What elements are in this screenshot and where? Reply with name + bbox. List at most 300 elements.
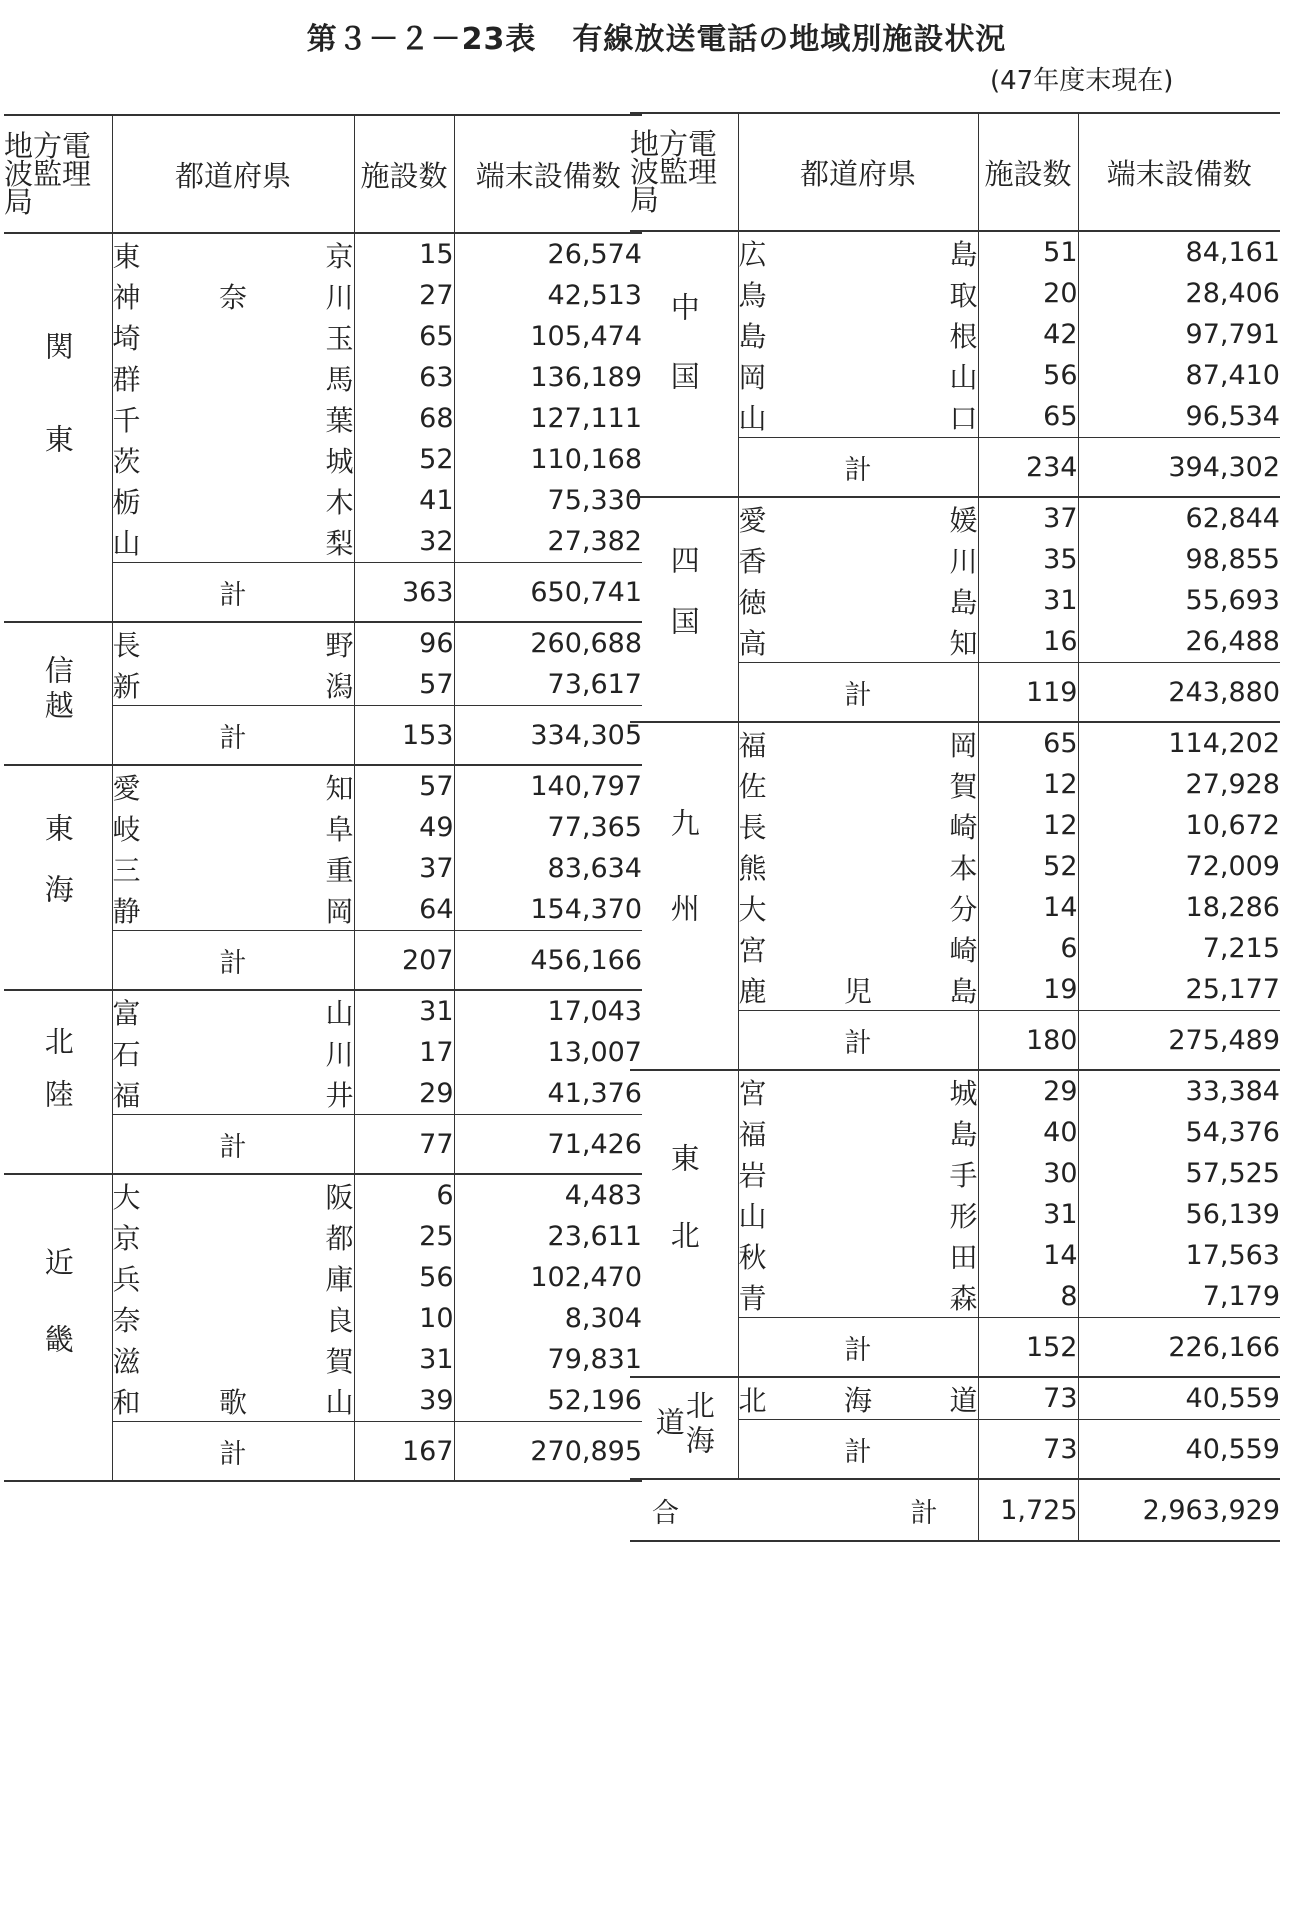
subtotal-label: 計 (738, 1420, 978, 1480)
subtotal-terminals: 243,880 (1078, 663, 1280, 723)
terminals-cell: 57,525 (1185, 1158, 1280, 1189)
subtotal-terminals: 40,559 (1078, 1420, 1280, 1480)
prefecture-cell (112, 848, 354, 889)
facilities-cell: 57 (354, 765, 454, 807)
terminals-cell: 114,202 (1168, 728, 1280, 759)
prefecture-char: 岐 (112, 812, 141, 846)
subtotal-facilities: 153 (354, 706, 454, 766)
subtotal-label: 計 (738, 1011, 978, 1071)
prefecture-name (113, 767, 354, 807)
prefecture-name (739, 847, 978, 887)
prefecture-char: 庫 (325, 1262, 354, 1296)
prefecture-char: 岡 (949, 728, 978, 762)
prefecture-cell (738, 764, 978, 805)
prefecture-name (113, 1176, 354, 1216)
prefecture-char: 手 (949, 1158, 978, 1192)
prefecture-char: 山 (112, 526, 141, 560)
prefecture-char: 兵 (112, 1262, 141, 1296)
prefecture-char: 児 (843, 974, 872, 1008)
facilities-cell: 31 (978, 1194, 1078, 1235)
facilities-cell: 35 (978, 539, 1078, 580)
prefecture-char: 福 (738, 728, 767, 762)
facilities-cell: 15 (354, 233, 454, 275)
bureau-name: 九州 (666, 807, 701, 978)
prefecture-name (739, 315, 978, 355)
prefecture-char: 大 (112, 1180, 141, 1214)
prefecture-name (739, 1277, 978, 1317)
prefecture-name (739, 1113, 978, 1153)
prefecture-name (113, 1217, 354, 1257)
terminals-header: 端末設備数 (454, 115, 642, 233)
terminals-cell: 73,617 (547, 669, 642, 700)
terminals-cell: 27,382 (547, 526, 642, 557)
prefecture-name (113, 849, 354, 889)
prefecture-char: 崎 (949, 810, 978, 844)
prefecture-char: 静 (112, 894, 141, 928)
prefecture-char: 島 (738, 319, 767, 353)
prefecture-char: 和 (112, 1385, 141, 1419)
prefecture-name (113, 1258, 354, 1298)
prefecture-name (739, 397, 978, 437)
facilities-cell: 27 (354, 275, 454, 316)
subtotal-facilities: 167 (354, 1422, 454, 1482)
terminals-cell: 154,370 (530, 894, 642, 925)
header-row (4, 115, 642, 233)
facilities-cell: 19 (978, 969, 1078, 1011)
prefecture-name (739, 581, 978, 621)
prefecture-char: 高 (738, 626, 767, 660)
prefecture-char: 北 (738, 1383, 767, 1417)
prefecture-name (113, 624, 354, 664)
terminals-cell: 13,007 (547, 1037, 642, 1068)
prefecture-name (113, 399, 354, 439)
prefecture-name (113, 992, 354, 1032)
prefecture-cell (738, 314, 978, 355)
bureau-cell (4, 765, 112, 990)
terminals-cell: 87,410 (1185, 360, 1280, 391)
prefecture-cell (112, 357, 354, 398)
terminals-cell: 17,043 (547, 996, 642, 1027)
facilities-cell: 31 (354, 1339, 454, 1380)
subtotal-facilities: 119 (978, 663, 1078, 723)
terminals-cell: 23,611 (547, 1221, 642, 1252)
table-row (630, 1070, 1280, 1112)
terminals-cell: 7,215 (1202, 933, 1280, 964)
prefecture-cell (112, 622, 354, 664)
prefecture-char: 島 (949, 237, 978, 271)
prefecture-char: 京 (325, 239, 354, 273)
terminals-cell: 8,304 (564, 1303, 642, 1334)
prefecture-char: 東 (112, 239, 141, 273)
terminals-cell: 62,844 (1185, 503, 1280, 534)
bureau-name: 中国 (666, 291, 701, 430)
grand-total-label-right: 計 (738, 1479, 978, 1541)
prefecture-char: 良 (325, 1303, 354, 1337)
terminals-cell: 40,559 (1185, 1383, 1280, 1414)
facilities-cell: 31 (354, 990, 454, 1032)
prefecture-char: 川 (325, 280, 354, 314)
prefecture-char: 賀 (325, 1344, 354, 1378)
prefecture-name (113, 276, 354, 316)
prefecture-name (739, 929, 978, 969)
prefecture-cell (738, 1194, 978, 1235)
prefecture-cell (112, 439, 354, 480)
terminals-cell: 83,634 (547, 853, 642, 884)
prefecture-cell (738, 1377, 978, 1420)
prefecture-char: 福 (112, 1078, 141, 1112)
facilities-cell: 12 (978, 764, 1078, 805)
prefecture-char: 青 (738, 1281, 767, 1315)
facilities-cell: 17 (354, 1032, 454, 1073)
facilities-cell: 56 (978, 355, 1078, 396)
terminals-cell: 97,791 (1185, 319, 1280, 350)
prefecture-cell (112, 233, 354, 275)
prefecture-cell (738, 1070, 978, 1112)
prefecture-char: 潟 (325, 669, 354, 703)
facilities-cell: 31 (978, 580, 1078, 621)
prefecture-cell (112, 1216, 354, 1257)
terminals-cell: 77,365 (547, 812, 642, 843)
prefecture-name (113, 890, 354, 930)
prefecture-char: 神 (112, 280, 141, 314)
prefecture-char: 野 (325, 628, 354, 662)
prefecture-char: 京 (112, 1221, 141, 1255)
facilities-cell: 32 (354, 521, 454, 563)
prefecture-char: 城 (325, 444, 354, 478)
terminals-cell: 75,330 (547, 485, 642, 516)
prefecture-cell (112, 889, 354, 931)
facilities-cell: 65 (978, 396, 1078, 438)
bureau-name: 信越 (40, 655, 75, 725)
header-row (630, 113, 1280, 231)
subtotal-terminals: 394,302 (1078, 438, 1280, 498)
prefecture-name (113, 440, 354, 480)
facilities-cell: 42 (978, 314, 1078, 355)
prefecture-cell (738, 539, 978, 580)
table-row (4, 233, 642, 275)
prefecture-name (739, 499, 978, 539)
subtotal-label: 計 (738, 1318, 978, 1378)
terminals-cell: 102,470 (530, 1262, 642, 1293)
prefecture-cell (738, 231, 978, 273)
terminals-cell: 17,563 (1185, 1240, 1280, 1271)
prefecture-name (113, 1033, 354, 1073)
prefecture-cell (112, 1032, 354, 1073)
bureau-cell (630, 1377, 738, 1479)
facilities-cell: 29 (354, 1073, 454, 1115)
prefecture-char: 阪 (325, 1180, 354, 1214)
subtotal-terminals: 270,895 (454, 1422, 642, 1482)
prefecture-char: 鳥 (738, 278, 767, 312)
table-row (4, 1174, 642, 1216)
prefecture-cell (738, 273, 978, 314)
prefecture-cell (738, 722, 978, 764)
terminals-cell: 260,688 (530, 628, 642, 659)
terminals-cell: 4,483 (564, 1180, 642, 1211)
prefecture-name (739, 765, 978, 805)
subtotal-facilities: 363 (354, 563, 454, 623)
prefecture-name (113, 665, 354, 705)
prefecture-cell (738, 1112, 978, 1153)
prefecture-char: 崎 (949, 933, 978, 967)
prefecture-cell (112, 1298, 354, 1339)
facilities-cell: 14 (978, 1235, 1078, 1276)
prefecture-name (113, 1340, 354, 1380)
prefecture-char: 秋 (738, 1240, 767, 1274)
table-row (4, 765, 642, 807)
prefecture-cell (738, 887, 978, 928)
bureau-cell (4, 233, 112, 622)
prefecture-char: 城 (949, 1076, 978, 1110)
prefecture-cell (112, 807, 354, 848)
prefecture-char: 山 (738, 1199, 767, 1233)
prefecture-cell (112, 521, 354, 563)
prefecture-char: 田 (949, 1240, 978, 1274)
subtotal-label: 計 (738, 438, 978, 498)
terminals-cell: 42,513 (547, 280, 642, 311)
prefecture-char: 玉 (325, 321, 354, 355)
subtotal-terminals: 456,166 (454, 931, 642, 991)
facilities-cell: 65 (354, 316, 454, 357)
prefecture-char: 梨 (325, 526, 354, 560)
subtotal-label: 計 (112, 563, 354, 623)
table-row (4, 990, 642, 1032)
bureau-header: 地方電波監理局 (630, 113, 738, 231)
prefecture-char: 口 (949, 401, 978, 435)
terminals-cell: 7,179 (1202, 1281, 1280, 1312)
prefecture-name (113, 358, 354, 398)
subtotal-facilities: 180 (978, 1011, 1078, 1071)
prefecture-char: 石 (112, 1037, 141, 1071)
facilities-cell: 39 (354, 1380, 454, 1422)
terminals-cell: 25,177 (1185, 974, 1280, 1005)
facilities-header: 施設数 (354, 115, 454, 233)
prefecture-char: 根 (949, 319, 978, 353)
prefecture-char: 島 (949, 585, 978, 619)
prefecture-char: 山 (949, 360, 978, 394)
subtotal-label: 計 (112, 931, 354, 991)
bureau-name: 北海道 (651, 1389, 716, 1460)
prefecture-name (739, 724, 978, 764)
prefecture-char: 形 (949, 1199, 978, 1233)
terminals-cell: 28,406 (1185, 278, 1280, 309)
bureau-cell (630, 1070, 738, 1377)
as-of-note: (47年度末現在) (990, 66, 1174, 96)
prefecture-cell (112, 664, 354, 706)
table-caption: 有線放送電話の地域別施設状況 (572, 22, 1007, 57)
facilities-cell: 73 (978, 1377, 1078, 1420)
subtotal-label: 計 (738, 663, 978, 723)
prefecture-char: 富 (112, 996, 141, 1030)
terminals-header: 端末設備数 (1078, 113, 1280, 231)
bureau-cell (630, 497, 738, 722)
terminals-cell: 110,168 (530, 444, 642, 475)
prefecture-char: 山 (325, 1385, 354, 1419)
table-row (630, 231, 1280, 273)
prefecture-name (739, 806, 978, 846)
bureau-cell (4, 990, 112, 1174)
prefecture-cell (112, 1073, 354, 1115)
facilities-cell: 37 (354, 848, 454, 889)
prefecture-char: 千 (112, 403, 141, 437)
left-table (4, 114, 642, 1482)
prefecture-char: 島 (949, 1117, 978, 1151)
subtotal-terminals: 275,489 (1078, 1011, 1280, 1071)
prefecture-header: 都道府県 (112, 115, 354, 233)
prefecture-char: 滋 (112, 1344, 141, 1378)
prefecture-name (739, 622, 978, 662)
terminals-cell: 105,474 (530, 321, 642, 352)
facilities-cell: 29 (978, 1070, 1078, 1112)
prefecture-char: 岩 (738, 1158, 767, 1192)
prefecture-cell (738, 1153, 978, 1194)
subtotal-terminals: 226,166 (1078, 1318, 1280, 1378)
prefecture-char: 島 (949, 974, 978, 1008)
prefecture-name (739, 274, 978, 314)
right-table (630, 112, 1280, 1542)
prefecture-char: 群 (112, 362, 141, 396)
prefecture-char: 佐 (738, 769, 767, 803)
facilities-cell: 40 (978, 1112, 1078, 1153)
prefecture-char: 岡 (325, 894, 354, 928)
prefecture-char: 葉 (325, 403, 354, 437)
bureau-cell (4, 622, 112, 765)
prefecture-cell (738, 805, 978, 846)
prefecture-cell (738, 580, 978, 621)
terminals-cell: 98,855 (1185, 544, 1280, 575)
prefecture-name (113, 808, 354, 848)
subtotal-terminals: 71,426 (454, 1115, 642, 1175)
facilities-cell: 41 (354, 480, 454, 521)
prefecture-cell (112, 1380, 354, 1422)
terminals-cell: 41,376 (547, 1078, 642, 1109)
prefecture-name (113, 1381, 354, 1421)
prefecture-char: 愛 (112, 771, 141, 805)
table-row (630, 497, 1280, 539)
terminals-cell: 140,797 (530, 771, 642, 802)
prefecture-char: 奈 (112, 1303, 141, 1337)
terminals-cell: 52,196 (547, 1385, 642, 1416)
prefecture-char: 広 (738, 237, 767, 271)
terminals-cell: 26,488 (1185, 626, 1280, 657)
facilities-cell: 12 (978, 805, 1078, 846)
prefecture-char: 歌 (218, 1385, 247, 1419)
prefecture-name (113, 1074, 354, 1114)
terminals-cell: 72,009 (1185, 851, 1280, 882)
facilities-cell: 37 (978, 497, 1078, 539)
prefecture-cell (112, 990, 354, 1032)
prefecture-cell (112, 1339, 354, 1380)
prefecture-cell (112, 1174, 354, 1216)
prefecture-name (739, 1154, 978, 1194)
prefecture-name (739, 1379, 978, 1419)
prefecture-char: 海 (843, 1383, 872, 1417)
prefecture-char: 長 (112, 628, 141, 662)
facilities-cell: 57 (354, 664, 454, 706)
grand-total-label-left: 合 (630, 1479, 738, 1541)
prefecture-char: 宮 (738, 933, 767, 967)
prefecture-char: 賀 (949, 769, 978, 803)
prefecture-name (739, 233, 978, 273)
prefecture-name (739, 1236, 978, 1276)
prefecture-char: 川 (325, 1037, 354, 1071)
facilities-cell: 63 (354, 357, 454, 398)
terminals-cell: 79,831 (547, 1344, 642, 1375)
bureau-name: 東海 (40, 813, 75, 935)
subtotal-label: 計 (112, 1115, 354, 1175)
prefecture-cell (112, 275, 354, 316)
terminals-cell: 84,161 (1185, 237, 1280, 268)
prefecture-cell (738, 497, 978, 539)
facilities-cell: 56 (354, 1257, 454, 1298)
prefecture-char: 媛 (949, 503, 978, 537)
prefecture-cell (738, 355, 978, 396)
prefecture-char: 宮 (738, 1076, 767, 1110)
prefecture-name (113, 481, 354, 521)
prefecture-char: 阜 (325, 812, 354, 846)
prefecture-cell (112, 316, 354, 357)
facilities-cell: 25 (354, 1216, 454, 1257)
table-title (0, 14, 1313, 58)
prefecture-char: 愛 (738, 503, 767, 537)
prefecture-cell (738, 396, 978, 438)
subtotal-facilities: 152 (978, 1318, 1078, 1378)
grand-total-row (630, 1479, 1280, 1541)
facilities-cell: 96 (354, 622, 454, 664)
facilities-cell: 65 (978, 722, 1078, 764)
prefecture-name (739, 540, 978, 580)
prefecture-char: 分 (949, 892, 978, 926)
facilities-cell: 68 (354, 398, 454, 439)
facilities-header: 施設数 (978, 113, 1078, 231)
prefecture-char: 徳 (738, 585, 767, 619)
prefecture-char: 新 (112, 669, 141, 703)
table-number: 第３－２－23表 (306, 22, 537, 57)
bureau-cell (630, 231, 738, 497)
bureau-name: 北陸 (40, 1025, 75, 1132)
prefecture-char: 山 (325, 996, 354, 1030)
prefecture-char: 川 (949, 544, 978, 578)
prefecture-char: 香 (738, 544, 767, 578)
terminals-cell: 26,574 (547, 239, 642, 270)
prefecture-cell (112, 480, 354, 521)
terminals-cell: 96,534 (1185, 401, 1280, 432)
prefecture-char: 栃 (112, 485, 141, 519)
terminals-cell: 27,928 (1185, 769, 1280, 800)
bureau-name: 近畿 (40, 1247, 75, 1401)
facilities-cell: 14 (978, 887, 1078, 928)
subtotal-terminals: 334,305 (454, 706, 642, 766)
prefecture-char: 道 (949, 1383, 978, 1417)
facilities-cell: 6 (354, 1174, 454, 1216)
prefecture-char: 知 (949, 626, 978, 660)
prefecture-name (113, 235, 354, 275)
facilities-cell: 30 (978, 1153, 1078, 1194)
prefecture-char: 三 (112, 853, 141, 887)
table-row (4, 622, 642, 664)
prefecture-char: 森 (949, 1281, 978, 1315)
bureau-header: 地方電波監理局 (4, 115, 112, 233)
prefecture-char: 福 (738, 1117, 767, 1151)
bureau-name: 四国 (666, 545, 701, 667)
terminals-cell: 127,111 (530, 403, 642, 434)
prefecture-name (113, 317, 354, 357)
bureau-name: 関東 (40, 331, 75, 517)
prefecture-name (739, 970, 978, 1010)
prefecture-header: 都道府県 (738, 113, 978, 231)
prefecture-name (739, 356, 978, 396)
prefecture-char: 長 (738, 810, 767, 844)
